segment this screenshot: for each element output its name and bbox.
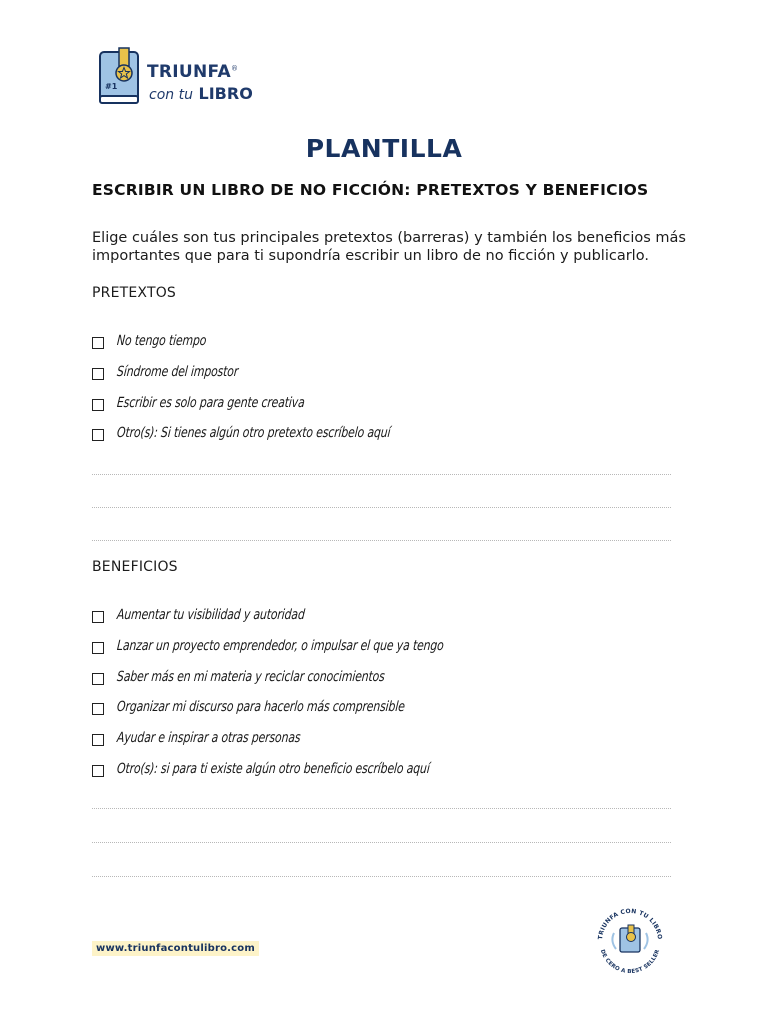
beneficio-item[interactable] [92, 631, 692, 662]
beneficio-label: Saber más en mi materia y reciclar conocimientos [116, 668, 386, 685]
brand-name-line2: con tu LIBRO [149, 84, 253, 103]
beneficios-list [92, 600, 692, 784]
intro-text: Elige cuáles son tus principales pretextos (barreras) y también los beneficios más importantes que para ti supondría escribir un libro de no ficción y publicarlo. [92, 230, 686, 264]
pretexto-label: Otro(s): Si tienes algún otro pretexto escríbelo aquí [116, 425, 392, 442]
pretexto-label: No tengo tiempo [116, 333, 207, 350]
page-subtitle: ESCRIBIR UN LIBRO DE NO FICCIÓN: PRETEXTOS Y BENEFICIOS [92, 181, 649, 199]
beneficio-label: Ayudar e inspirar a otras personas [116, 730, 302, 747]
beneficio-item[interactable] [92, 600, 692, 631]
seal-top-text: TRIUNFA CON TU LIBRO [596, 907, 664, 940]
beneficios-label: BENEFICIOS [92, 559, 178, 575]
brand-logo [97, 46, 257, 108]
writing-line[interactable] [92, 474, 671, 475]
checkbox[interactable] [92, 337, 104, 349]
page-title: PLANTILLA [305, 134, 463, 163]
beneficio-label: Otro(s): si para ti existe algún otro beneficio escríbelo aquí [116, 760, 431, 777]
beneficio-item[interactable] [92, 753, 692, 784]
pretexto-label: Síndrome del impostor [116, 364, 239, 381]
pretexto-item[interactable] [92, 387, 692, 418]
brand-seal [592, 903, 668, 979]
book-icon [97, 46, 145, 108]
pretexto-label: Escribir es solo para gente creativa [116, 394, 306, 411]
writing-line[interactable] [92, 540, 671, 541]
brand-name-line1: TRIUNFA® [147, 62, 239, 82]
beneficio-label: Lanzar un proyecto emprendedor, o impulsar el que ya tengo [116, 638, 445, 655]
writing-line[interactable] [92, 876, 671, 877]
checkbox[interactable] [92, 611, 104, 623]
checkbox[interactable] [92, 734, 104, 746]
writing-line[interactable] [92, 842, 671, 843]
pretexto-item[interactable] [92, 418, 692, 449]
checkbox[interactable] [92, 399, 104, 411]
checkbox[interactable] [92, 673, 104, 685]
checkbox[interactable] [92, 642, 104, 654]
beneficio-label: Organizar mi discurso para hacerlo más comprensible [116, 699, 406, 716]
pretexto-item[interactable] [92, 326, 692, 357]
pretextos-label: PRETEXTOS [92, 285, 177, 301]
beneficio-item[interactable] [92, 692, 692, 723]
checkbox[interactable] [92, 703, 104, 715]
writing-line[interactable] [92, 808, 671, 809]
seal-bottom-text: DE CERO A BEST SELLER [598, 948, 662, 976]
website-link[interactable]: www.triunfacontulibro.com [92, 941, 259, 956]
checkbox[interactable] [92, 765, 104, 777]
book-badge: #1 [105, 82, 118, 91]
beneficio-item[interactable] [92, 661, 692, 692]
seal-badge-icon [592, 903, 668, 979]
checkbox[interactable] [92, 429, 104, 441]
checkbox[interactable] [92, 368, 104, 380]
pretexto-item[interactable] [92, 357, 692, 388]
beneficio-label: Aumentar tu visibilidad y autoridad [116, 607, 306, 624]
writing-line[interactable] [92, 507, 671, 508]
pretextos-list [92, 326, 692, 449]
beneficio-item[interactable] [92, 723, 692, 754]
